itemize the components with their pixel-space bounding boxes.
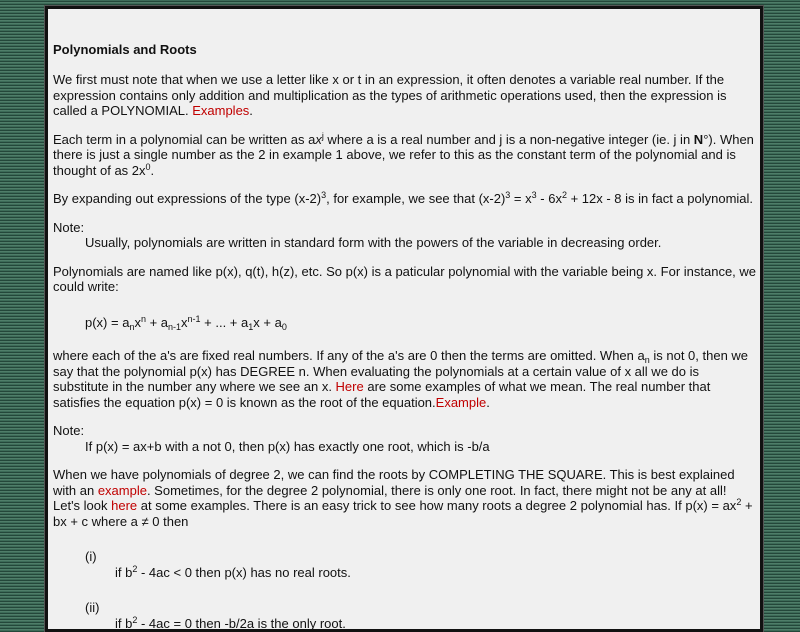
note-text: If p(x) = ax+b with a not 0, then p(x) has exactly one root, which is -b/a — [85, 438, 490, 454]
text: at some examples. There is an easy trick to see how many roots a degree 2 polynomial has. If p(x) = ax — [137, 498, 737, 513]
text: + bx + c where a ≠ 0 then — [53, 498, 753, 529]
text: x — [181, 314, 188, 330]
text: p(x) = a — [85, 314, 130, 330]
degree-paragraph — [53, 348, 756, 410]
naming-paragraph: Polynomials are named like p(x), q(t), h(z), etc. So p(x) is a paticular polynomial with the variable being x. For instance, we could write: — [53, 263, 757, 294]
text: - 6x — [536, 191, 562, 206]
text: - 4ac = 0 then -b/2a is the only root. — [137, 615, 346, 631]
example-link[interactable]: example — [97, 482, 147, 498]
exponent: 3 — [531, 190, 537, 200]
case-label: (ii) — [85, 600, 100, 615]
text: + a — [145, 314, 169, 330]
text: where a is a real number and j is a non-negative integer (ie. j in — [323, 131, 694, 147]
content-panel — [45, 6, 763, 632]
naturals-symbol: N — [693, 131, 704, 147]
case-label: (i) — [85, 549, 97, 564]
note-label: Note: — [53, 219, 85, 235]
text: By expanding out expressions of the type (x-2) — [53, 191, 322, 206]
exponent: n-1 — [187, 313, 201, 324]
text: if b — [115, 615, 133, 631]
subscript: 0 — [281, 321, 287, 332]
case-item — [53, 549, 756, 580]
exponent: 2 — [132, 614, 138, 625]
case-list — [53, 549, 756, 631]
text: are some examples of what we mean. The real number that satisfies the equation p(x) = 0 is known as the root of the equation. — [53, 379, 711, 410]
examples-link[interactable]: Examples — [192, 103, 250, 118]
case-text — [53, 616, 756, 632]
text: °). When there is just a single number as the 2 in example 1 above, we refer to this as the constant term of the polynomial and is thought of as 2x — [53, 131, 754, 178]
text: , for example, we see that (x-2) — [326, 191, 506, 206]
exponent: j — [321, 130, 324, 141]
text: is not 0, then we say that the polynomial p(x) has DEGREE n. When evaluating the polynomials at a certain value of x all we do is substitute in the number any where we see an x. — [53, 348, 749, 394]
note-standard-form — [53, 220, 756, 251]
intro-paragraph — [53, 72, 756, 119]
text: . — [249, 103, 253, 118]
subscript: n-1 — [168, 321, 182, 332]
note-label: Note: — [53, 423, 85, 438]
exponent: 3 — [321, 190, 327, 200]
subscript: n — [644, 355, 650, 365]
case-text — [53, 565, 756, 581]
text: x + a — [253, 314, 282, 330]
here-link[interactable]: Here — [335, 379, 364, 394]
text: = x — [510, 191, 532, 206]
general-polynomial-formula — [53, 315, 756, 331]
text: Each term in a polynomial can be written as a — [53, 131, 316, 147]
text: When we have polynomials of degree 2, we can find the roots by COMPLETING THE SQUARE. This is best explained with an — [53, 467, 735, 498]
text: where each of the a's are fixed real numbers. If any of the a's are 0 then the terms are omitted. When a — [53, 348, 645, 363]
text: . — [486, 394, 490, 410]
here-link[interactable]: here — [111, 498, 138, 513]
subscript: 1 — [248, 321, 254, 332]
text: - 4ac < 0 then p(x) has no real roots. — [137, 564, 351, 580]
text: x — [315, 131, 322, 147]
exponent: 2 — [736, 497, 742, 507]
example-link[interactable]: Example — [435, 394, 487, 410]
quadratic-paragraph — [53, 467, 756, 529]
note-linear-root — [53, 423, 756, 454]
expansion-paragraph — [53, 191, 756, 207]
text: . — [150, 162, 155, 178]
note-text: Usually, polynomials are written in standard form with the powers of the variable in decreasing order. — [85, 235, 662, 250]
exponent: 3 — [505, 190, 511, 200]
text: + 12x - 8 is in fact a polynomial. — [566, 191, 754, 206]
exponent: n — [140, 313, 146, 324]
exponent: 2 — [132, 563, 138, 574]
text: if b — [115, 564, 133, 580]
page-title: Polynomials and Roots — [53, 42, 197, 57]
text: We first must note that when we use a letter like x or t in an expression, it often denotes a variable real number. If the expression contains only addition and multiplication as the types of arithmetic operations used, then the expression is called a POLYNOMIAL. — [53, 72, 727, 118]
text: . Sometimes, for the degree 2 polynomial, there is only one root. In fact, there might not be any at all! Let's look — [53, 482, 727, 513]
exponent: 2 — [561, 190, 567, 200]
term-paragraph — [53, 132, 756, 179]
case-item — [53, 600, 756, 631]
subscript: n — [129, 321, 135, 332]
text: + ... + a — [200, 314, 249, 330]
exponent: 0 — [145, 161, 151, 172]
text: x — [134, 314, 141, 330]
